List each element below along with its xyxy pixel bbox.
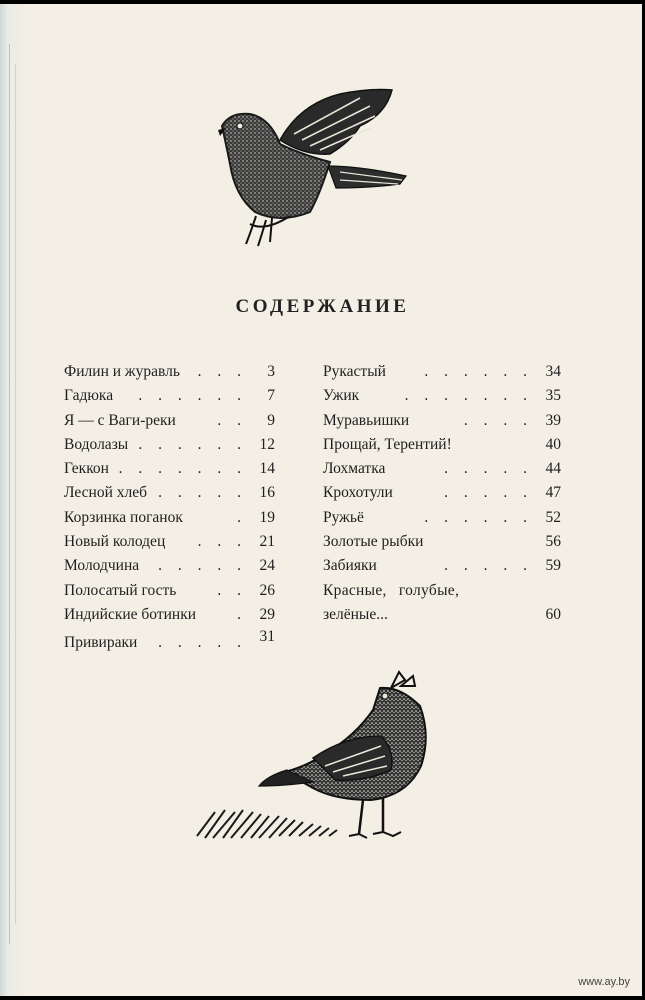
toc-entry-title: Лохматка: [323, 460, 386, 478]
toc-entry: [323, 554, 561, 578]
toc-entry-page: 26: [259, 581, 275, 599]
toc-entry: [323, 384, 561, 408]
toc-entry-title: Гадюка: [64, 387, 114, 405]
toc-entry-leader: . . .: [197, 363, 247, 380]
toc-entry-leader: . .: [217, 411, 247, 429]
toc-entry: [64, 506, 275, 530]
toc-entry-title: Я — с Ваги-реки: [64, 411, 176, 429]
toc-entry-title: Новый колодец: [64, 533, 166, 551]
toc-entry: [64, 554, 275, 578]
toc-entry-leader: .: [237, 508, 247, 526]
toc-entry-title: Полосатый гость: [64, 581, 177, 599]
toc-entry-page: 39: [545, 411, 561, 429]
book-page: [0, 4, 642, 996]
toc-entry: [323, 433, 561, 457]
toc-entry: [323, 530, 561, 554]
toc-entry-page: 7: [267, 387, 275, 405]
toc-entry: [64, 579, 275, 603]
toc-entry-title: Геккон: [64, 460, 109, 478]
page-edge-line: [15, 64, 16, 924]
toc-entry-leader: . . . . .: [444, 484, 533, 502]
toc-entry: [323, 579, 561, 603]
toc-entry-leader: . . . . .: [444, 557, 533, 575]
toc-entry-page: 31: [259, 628, 275, 646]
toc-entry-leader: . . .: [197, 533, 247, 551]
toc-entry-title: Ружьё: [323, 508, 364, 526]
toc-entry-title: Рукастый: [323, 363, 386, 380]
toc-entry-page: 3: [267, 363, 275, 380]
toc-entry-title: Привираки: [64, 634, 138, 652]
toc-entry-page: 19: [259, 508, 275, 526]
toc-entry-page: 9: [267, 411, 275, 429]
toc-entry: [323, 457, 561, 481]
toc-entry: [64, 360, 275, 384]
page-title: СОДЕРЖАНИЕ: [235, 296, 410, 317]
toc-entry: [64, 530, 275, 554]
toc-entry-page: 40: [545, 435, 561, 453]
toc-entry: [323, 506, 561, 530]
toc-entry-title: Забияки: [323, 557, 377, 575]
toc-entry-title: Ужик: [323, 387, 360, 405]
toc-entry: [64, 384, 275, 408]
toc-entry-title: зелёные...: [323, 605, 388, 623]
toc-entry-page: 52: [545, 508, 561, 526]
toc-entry-title: Золотые рыбки: [323, 533, 424, 551]
toc-entry-title: Крохотули: [323, 484, 393, 502]
toc-entry: [64, 628, 275, 655]
toc-entry-page: 16: [259, 484, 275, 502]
toc-entry-page: 35: [545, 387, 561, 405]
toc-entry-leader: . . . . .: [158, 634, 247, 652]
toc-entry: [64, 603, 275, 627]
toc-entry: [323, 360, 561, 384]
toc-entry-page: 47: [545, 484, 561, 502]
toc-entry-page: 59: [545, 557, 561, 575]
toc-entry-leader: . .: [217, 581, 247, 599]
toc-entry-page: 24: [259, 557, 275, 575]
toc-entry-leader: . . . . . .: [138, 435, 247, 453]
toc-entry-page: 14: [259, 460, 275, 478]
toc-right-column: [323, 360, 561, 627]
toc-entry-title: Филин и журавль: [64, 363, 180, 380]
toc-entry-page: 60: [545, 605, 561, 623]
toc-entry: [64, 433, 275, 457]
toc-entry: [323, 409, 561, 433]
toc-entry-page: 12: [259, 435, 275, 453]
toc-entry-page: 21: [259, 533, 275, 551]
toc-entry-leader: . . . . .: [444, 460, 533, 478]
toc-entry-page: 56: [545, 533, 561, 551]
toc-entry-title: Лесной хлеб: [64, 484, 148, 502]
toc-entry-leader: . . . . .: [158, 484, 247, 502]
toc-entry-leader: . . . . . .: [424, 508, 533, 526]
toc-entry-leader: . . . . . . .: [118, 460, 247, 478]
toc-left-column: [64, 360, 275, 652]
toc-entry-title: Водолазы: [64, 435, 129, 453]
toc-entry: [323, 603, 561, 627]
toc-entry-title: Муравьишки: [323, 411, 410, 429]
flying-bird-illustration: [210, 84, 420, 254]
toc-entry-title: Индийские ботинки: [64, 605, 197, 623]
toc-entry-title: Прощай, Терентий!: [323, 435, 452, 453]
watermark: www.ay.by: [578, 976, 630, 988]
toc-entry-leader: . . . . .: [158, 557, 247, 575]
toc-entry: [64, 481, 275, 505]
toc-entry-leader: . . . . . .: [424, 363, 533, 380]
singing-bird-illustration: [195, 666, 445, 851]
toc-entry-title: Корзинка поганок: [64, 508, 183, 526]
toc-entry-page: 34: [545, 363, 561, 380]
toc-entry-page: 44: [545, 460, 561, 478]
toc-entry-title: Красные, голубые,: [323, 581, 460, 599]
page-edge-line: [9, 44, 10, 944]
toc-entry-leader: . . . . . . .: [404, 387, 533, 405]
page-edge: [0, 4, 22, 996]
toc-entry: [64, 409, 275, 433]
toc-entry-leader: .: [237, 605, 247, 623]
toc-entry-page: 29: [259, 605, 275, 623]
toc-entry: [64, 457, 275, 481]
toc-entry-title: Молодчина: [64, 557, 140, 575]
toc-entry: [323, 481, 561, 505]
toc-entry-leader: . . . . . .: [138, 387, 247, 405]
toc-entry-leader: . . . .: [463, 411, 533, 429]
